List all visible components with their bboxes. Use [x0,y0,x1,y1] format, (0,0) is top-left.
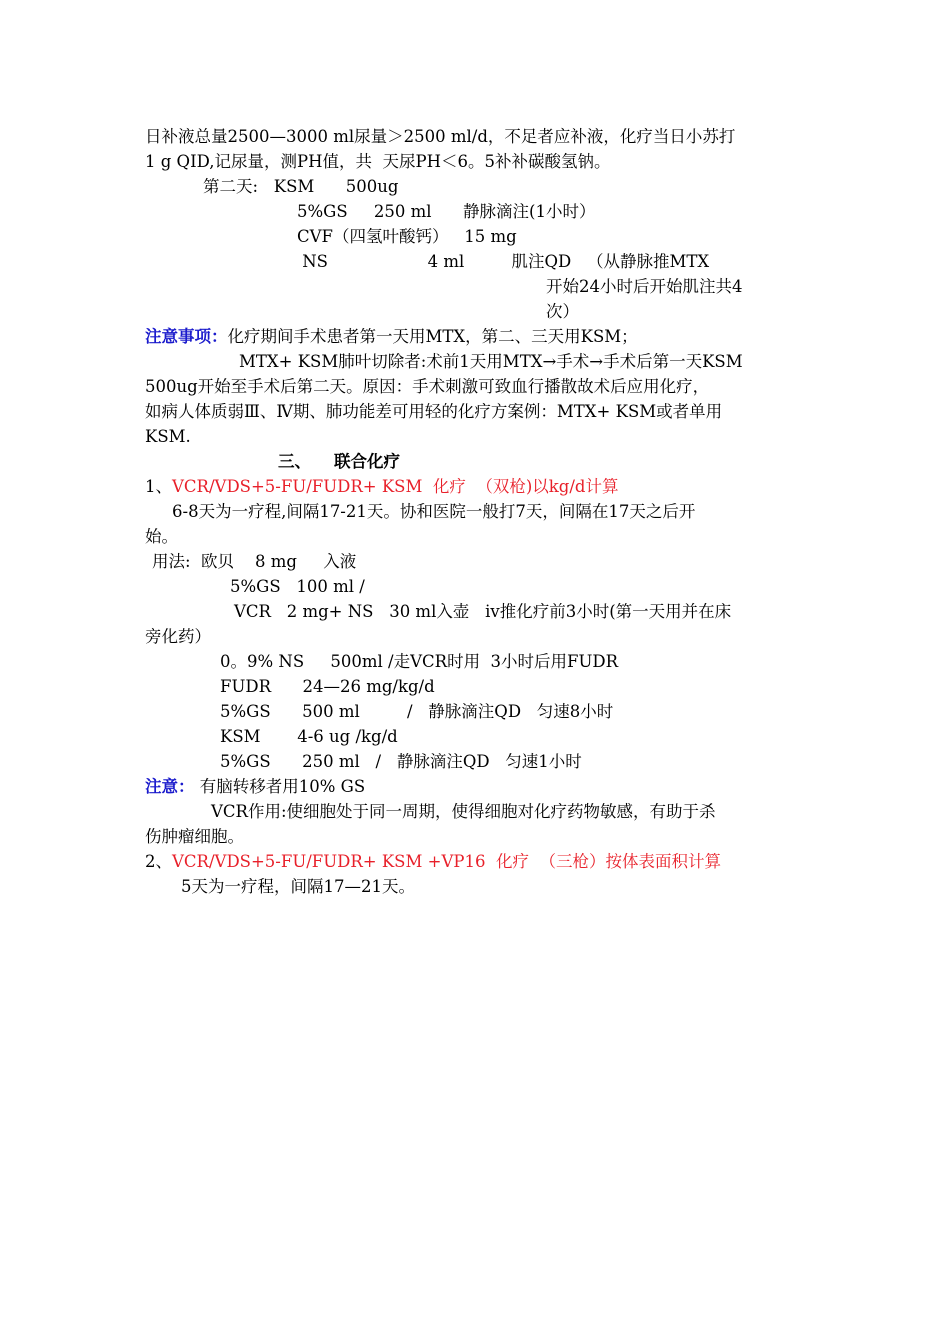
regimen-number: 2、 [145,852,172,871]
section-heading: 三、 联合化疗 [278,452,400,471]
text-line: VCR作用:使细胞处于同一周期，使得细胞对化疗药物敏感，有助于杀 [211,802,716,821]
text-line: 6-8天为一疗程,间隔17-21天。协和医院一般打7天，间隔在17天之后开 [172,502,696,521]
text-line: 5天为一疗程，间隔17—21天。 [181,877,415,896]
text-line: 500ug开始至手术后第二天。原因：手术刺激可致血行播散故术后应用化疗， [145,377,710,396]
notes-line [145,324,638,349]
text-line: 如病人体质弱Ⅲ、Ⅳ期、肺功能差可用轻的化疗方案例：MTX+ KSM或者单用 [145,402,723,421]
text-line: FUDR 24—26 mg/kg/d [220,677,435,696]
text-line: KSM. [145,427,191,446]
text-line: 始。 [145,527,178,546]
text-line: 5%GS 500 ml / 静脉滴注QD 匀速8小时 [220,702,614,721]
notes-label: 注意事项： [145,327,228,346]
text-line: 第二天: KSM 500ug [203,177,399,196]
regimen-title: VCR/VDS+5-FU/FUDR+ KSM 化疗 （双枪)以kg/d计算 [172,477,619,496]
text-line: 次） [546,302,579,321]
attention-text: 有脑转移者用10% GS [194,777,366,796]
regimen-title: VCR/VDS+5-FU/FUDR+ KSM +VP16 化疗 （三枪）按体表面积计算 [172,852,721,871]
text-line: 5%GS 250 ml 静脉滴注(1小时） [297,202,596,221]
text-line: 日补液总量2500—3000 ml尿量＞2500 ml/d，不足者应补液，化疗当日小苏打 [145,127,736,146]
text-line: 开始24小时后开始肌注共4 [546,277,743,296]
text-line: 5%GS 100 ml / [230,577,365,596]
regimen-heading-1 [145,474,618,499]
text-line: 用法: 欧贝 8 mg 入液 [152,552,357,571]
regimen-number: 1、 [145,477,172,496]
text-line: VCR 2 mg+ NS 30 ml入壶 iv推化疗前3小时(第一天用并在床 [234,602,732,621]
attention-label: 注意： [145,777,195,796]
text-line: KSM 4-6 ug /kg/d [220,727,398,746]
attention-line [145,774,365,799]
text-line: CVF（四氢叶酸钙） 15 mg [297,227,517,246]
text-line: NS 4 ml 肌注QD （从静脉推MTX [297,252,710,271]
text-line: 5%GS 250 ml / 静脉滴注QD 匀速1小时 [220,752,582,771]
regimen-heading-2 [145,849,721,874]
text-line: MTX+ KSM肺叶切除者:术前1天用MTX→手术→手术后第一天KSM [239,352,743,371]
text-line: 1 g QID,记尿量，测PH值，共 天尿PH＜6。5补补碳酸氢钠。 [145,152,611,171]
notes-text: 化疗期间手术患者第一天用MTX，第二、三天用KSM； [227,327,638,346]
text-line: 伤肿瘤细胞。 [145,827,244,846]
text-line: 0。9% NS 500ml /走VCR时用 3小时后用FUDR [220,652,619,671]
text-line: 旁化药） [145,627,211,646]
